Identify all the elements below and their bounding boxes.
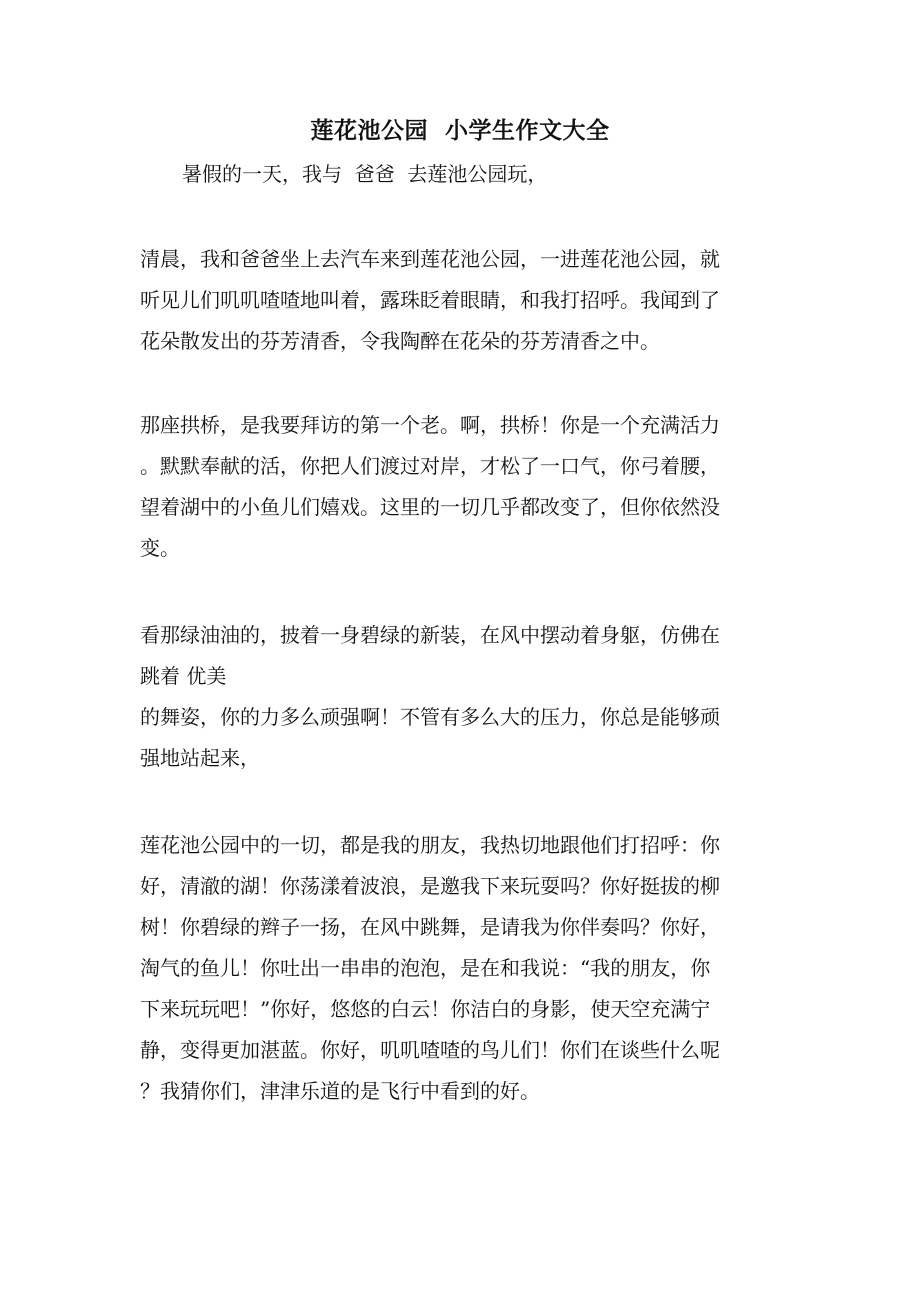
paragraph-line: 树！你碧绿的辫子一扬，在风中跳舞，是请我为你伴奏吗？你好， [140, 915, 720, 939]
paragraph-line: 清晨，我和爸爸坐上去汽车来到莲花池公园，一进莲花池公园，就 [140, 247, 720, 271]
paragraph-line: 莲花池公园中的一切，都是我的朋友，我热切地跟他们打招呼：你 [140, 833, 720, 857]
intro-line: 暑假的一天，我与 爸爸 去莲池公园玩， [182, 162, 548, 186]
paragraph-line: 看那绿油油的，披着一身碧绿的新装，在风中摆动着身躯，仿佛在 [140, 623, 720, 647]
document-title: 莲花池公园 小学生作文大全 [310, 117, 610, 144]
paragraph-line: 强地站起来， [140, 746, 260, 770]
paragraph-2 [140, 405, 780, 569]
paragraph-line: 变。 [140, 536, 180, 560]
paragraph-line: 望着湖中的小鱼儿们嬉戏。这里的一切几乎都改变了，但你依然没 [140, 495, 720, 519]
paragraph-line: ？我猜你们，津津乐道的是飞行中看到的好。 [140, 1079, 540, 1103]
paragraph-line: 的舞姿，你的力多么顽强啊！不管有多么大的压力，你总是能够顽 [140, 705, 720, 729]
paragraph-line: 好，清澈的湖！你荡漾着波浪，是邀我下来玩耍吗？你好挺拔的柳 [140, 874, 720, 898]
paragraph-line: 。默默奉献的活，你把人们渡过对岸，才松了一口气，你弓着腰， [140, 454, 720, 478]
paragraph-line: 静，变得更加湛蓝。你好，叽叽喳喳的鸟儿们！你们在谈些什么呢 [140, 1038, 720, 1062]
paragraph-line: 那座拱桥，是我要拜访的第一个老。啊，拱桥！你是一个充满活力 [140, 413, 720, 437]
paragraph-line: 跳着 优美 [140, 664, 227, 688]
paragraph-4 [140, 825, 780, 1112]
paragraph-3 [140, 615, 780, 779]
paragraph-line: 听见儿们叽叽喳喳地叫着，露珠眨着眼睛，和我打招呼。我闻到了 [140, 288, 720, 312]
paragraph-line: 花朵散发出的芬芳清香，令我陶醉在花朵的芬芳清香之中。 [140, 329, 660, 353]
paragraph-line: 下来玩玩吧！”你好，悠悠的白云！你洁白的身影，使天空充满宁 [140, 997, 711, 1021]
paragraph-1 [140, 239, 780, 362]
paragraph-line: 淘气的鱼儿！你吐出一串串的泡泡，是在和我说：“我的朋友，你 [140, 956, 711, 980]
